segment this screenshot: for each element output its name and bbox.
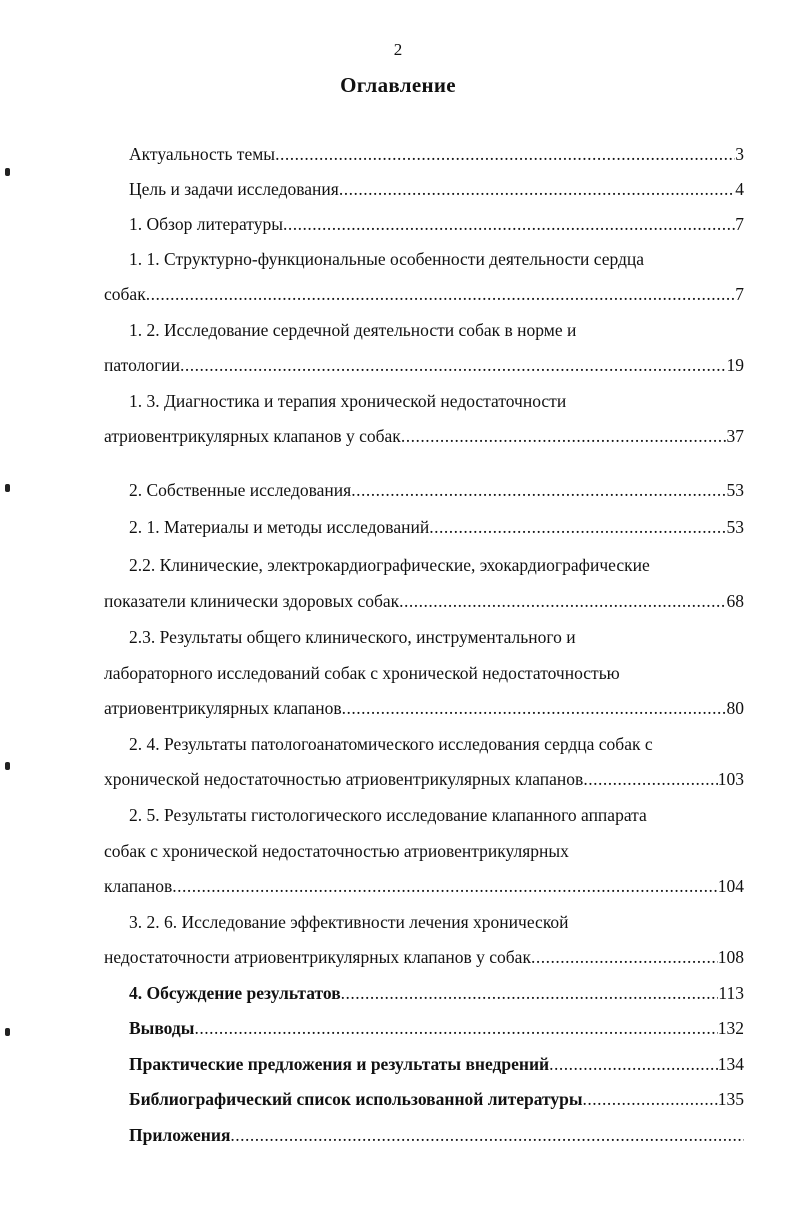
toc-entry-ch2-1: 2. 1. Материалы и методы исследований ..... 53 [129, 515, 744, 539]
toc-entry-ch2-4: хронической недостаточностью атриовентрикулярных клапанов ..... 103 [104, 767, 744, 791]
toc-entry-appendices: Приложения ..... [129, 1123, 744, 1147]
toc-entry-ch1-2-line1: 1. 2. Исследование сердечной деятельности собак в норме и [129, 320, 577, 340]
toc-entry-ch2-2: показатели клинически здоровых собак ..... 68 [104, 589, 744, 613]
punch-mark [5, 484, 10, 492]
toc-entry-ch2-5-line1: 2. 5. Результаты гистологического исследование клапанного аппарата [129, 805, 647, 825]
toc-entry-ch2-3-line2: лабораторного исследований собак с хронической недостаточностью [104, 663, 620, 683]
toc-entry-ch1-1: собак ..... 7 [104, 282, 744, 306]
toc-entry-relevance: Актуальность темы ..... 3 [129, 142, 744, 166]
toc-entry-ch2: 2. Собственные исследования ..... 53 [129, 478, 744, 502]
toc-entry-ch3-2-6-line1: 3. 2. 6. Исследование эффективности лечения хронической [129, 912, 569, 932]
toc-entry-conclusions: Выводы ..... 132 [129, 1016, 744, 1040]
toc-entry-practical: Практические предложения и результаты внедрений ..... 134 [129, 1052, 744, 1076]
toc-entry-ch2-3: атриовентрикулярных клапанов ..... 80 [104, 696, 744, 720]
toc-entry-ch1-1-line1: 1. 1. Структурно-функциональные особенности деятельности сердца [129, 249, 645, 269]
toc-entry-ch4: 4. Обсуждение результатов ..... 113 [129, 981, 744, 1005]
punch-mark [5, 168, 10, 176]
toc-entry-ch2-4-line1: 2. 4. Результаты патологоанатомического исследования сердца собак с [129, 734, 653, 754]
page-number: 2 [393, 40, 403, 59]
toc-entry-ch2-5: клапанов ..... 104 [104, 874, 744, 898]
toc-entry-ch2-2-line1: 2.2. Клинические, электрокардиографические, эхокардиографические [129, 555, 650, 575]
toc-entry-ch2-5-line2: собак с хронической недостаточностью атриовентрикулярных [104, 841, 569, 861]
punch-mark [5, 762, 10, 770]
toc-entry-ch1-2: патологии ..... 19 [104, 353, 744, 377]
toc-entry-goals: Цель и задачи исследования ..... 4 [129, 177, 744, 201]
page-title: Оглавление [340, 73, 456, 97]
toc-entry-ch1-3-line1: 1. 3. Диагностика и терапия хронической недостаточности [129, 391, 567, 411]
toc-entry-ch1: 1. Обзор литературы ..... 7 [129, 212, 744, 236]
toc-entry-ch2-3-line1: 2.3. Результаты общего клинического, инструментального и [129, 627, 576, 647]
toc-entry-ch3-2-6: недостаточности атриовентрикулярных клапанов у собак ..... 108 [104, 945, 744, 969]
punch-mark [5, 1028, 10, 1036]
toc-entry-ch1-3: атриовентрикулярных клапанов у собак ..... 37 [104, 424, 744, 448]
toc-entry-bibliography: Библиографический список использованной литературы ..... 135 [129, 1087, 744, 1111]
